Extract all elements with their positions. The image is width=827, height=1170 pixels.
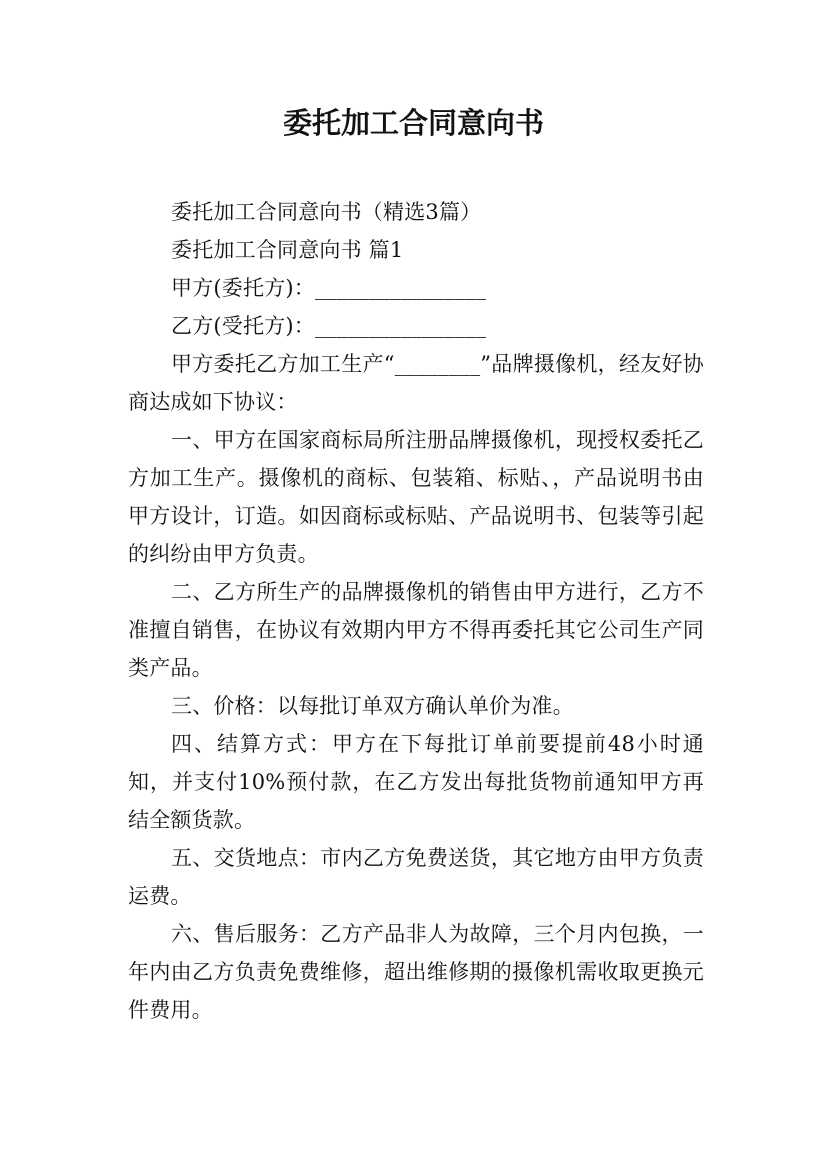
paragraph-clause-5: 五、交货地点：市内乙方免费送货，其它地方由甲方负责运费。 [128, 846, 704, 908]
paragraph-party-b: 乙方(受托方)：________________ [171, 314, 487, 338]
paragraph-party-a: 甲方(委托方)：________________ [171, 276, 487, 300]
paragraph-section-heading: 委托加工合同意向书 篇1 [171, 238, 404, 262]
paragraph-clause-1: 一、甲方在国家商标局所注册品牌摄像机，现授权委托乙方加工生产。摄像机的商标、包装箱、标贴、，产品说明书由甲方设计，订造。如因商标或标贴、产品说明书、包装等引起的纠纷由甲方负责。 [128, 428, 704, 566]
document-title: 委托加工合同意向书 [282, 106, 544, 140]
paragraph-subtitle: 委托加工合同意向书（精选3篇） [171, 200, 482, 224]
paragraph-intro: 甲方委托乙方加工生产“________”品牌摄像机，经友好协商达成如下协议： [128, 352, 704, 414]
document-body [128, 193, 704, 1029]
paragraph-clause-4: 四、结算方式：甲方在下每批订单前要提前48小时通知，并支付10%预付款，在乙方发出每批货物前通知甲方再结全额货款。 [128, 732, 704, 832]
paragraph-clause-2: 二、乙方所生产的品牌摄像机的销售由甲方进行，乙方不准擅自销售，在协议有效期内甲方不得再委托其它公司生产同类产品。 [128, 580, 704, 680]
paragraph-clause-3: 三、价格：以每批订单双方确认单价为准。 [171, 694, 574, 718]
paragraph-clause-6: 六、售后服务：乙方产品非人为故障，三个月内包换，一年内由乙方负责免费维修，超出维修期的摄像机需收取更换元件费用。 [128, 922, 704, 1022]
